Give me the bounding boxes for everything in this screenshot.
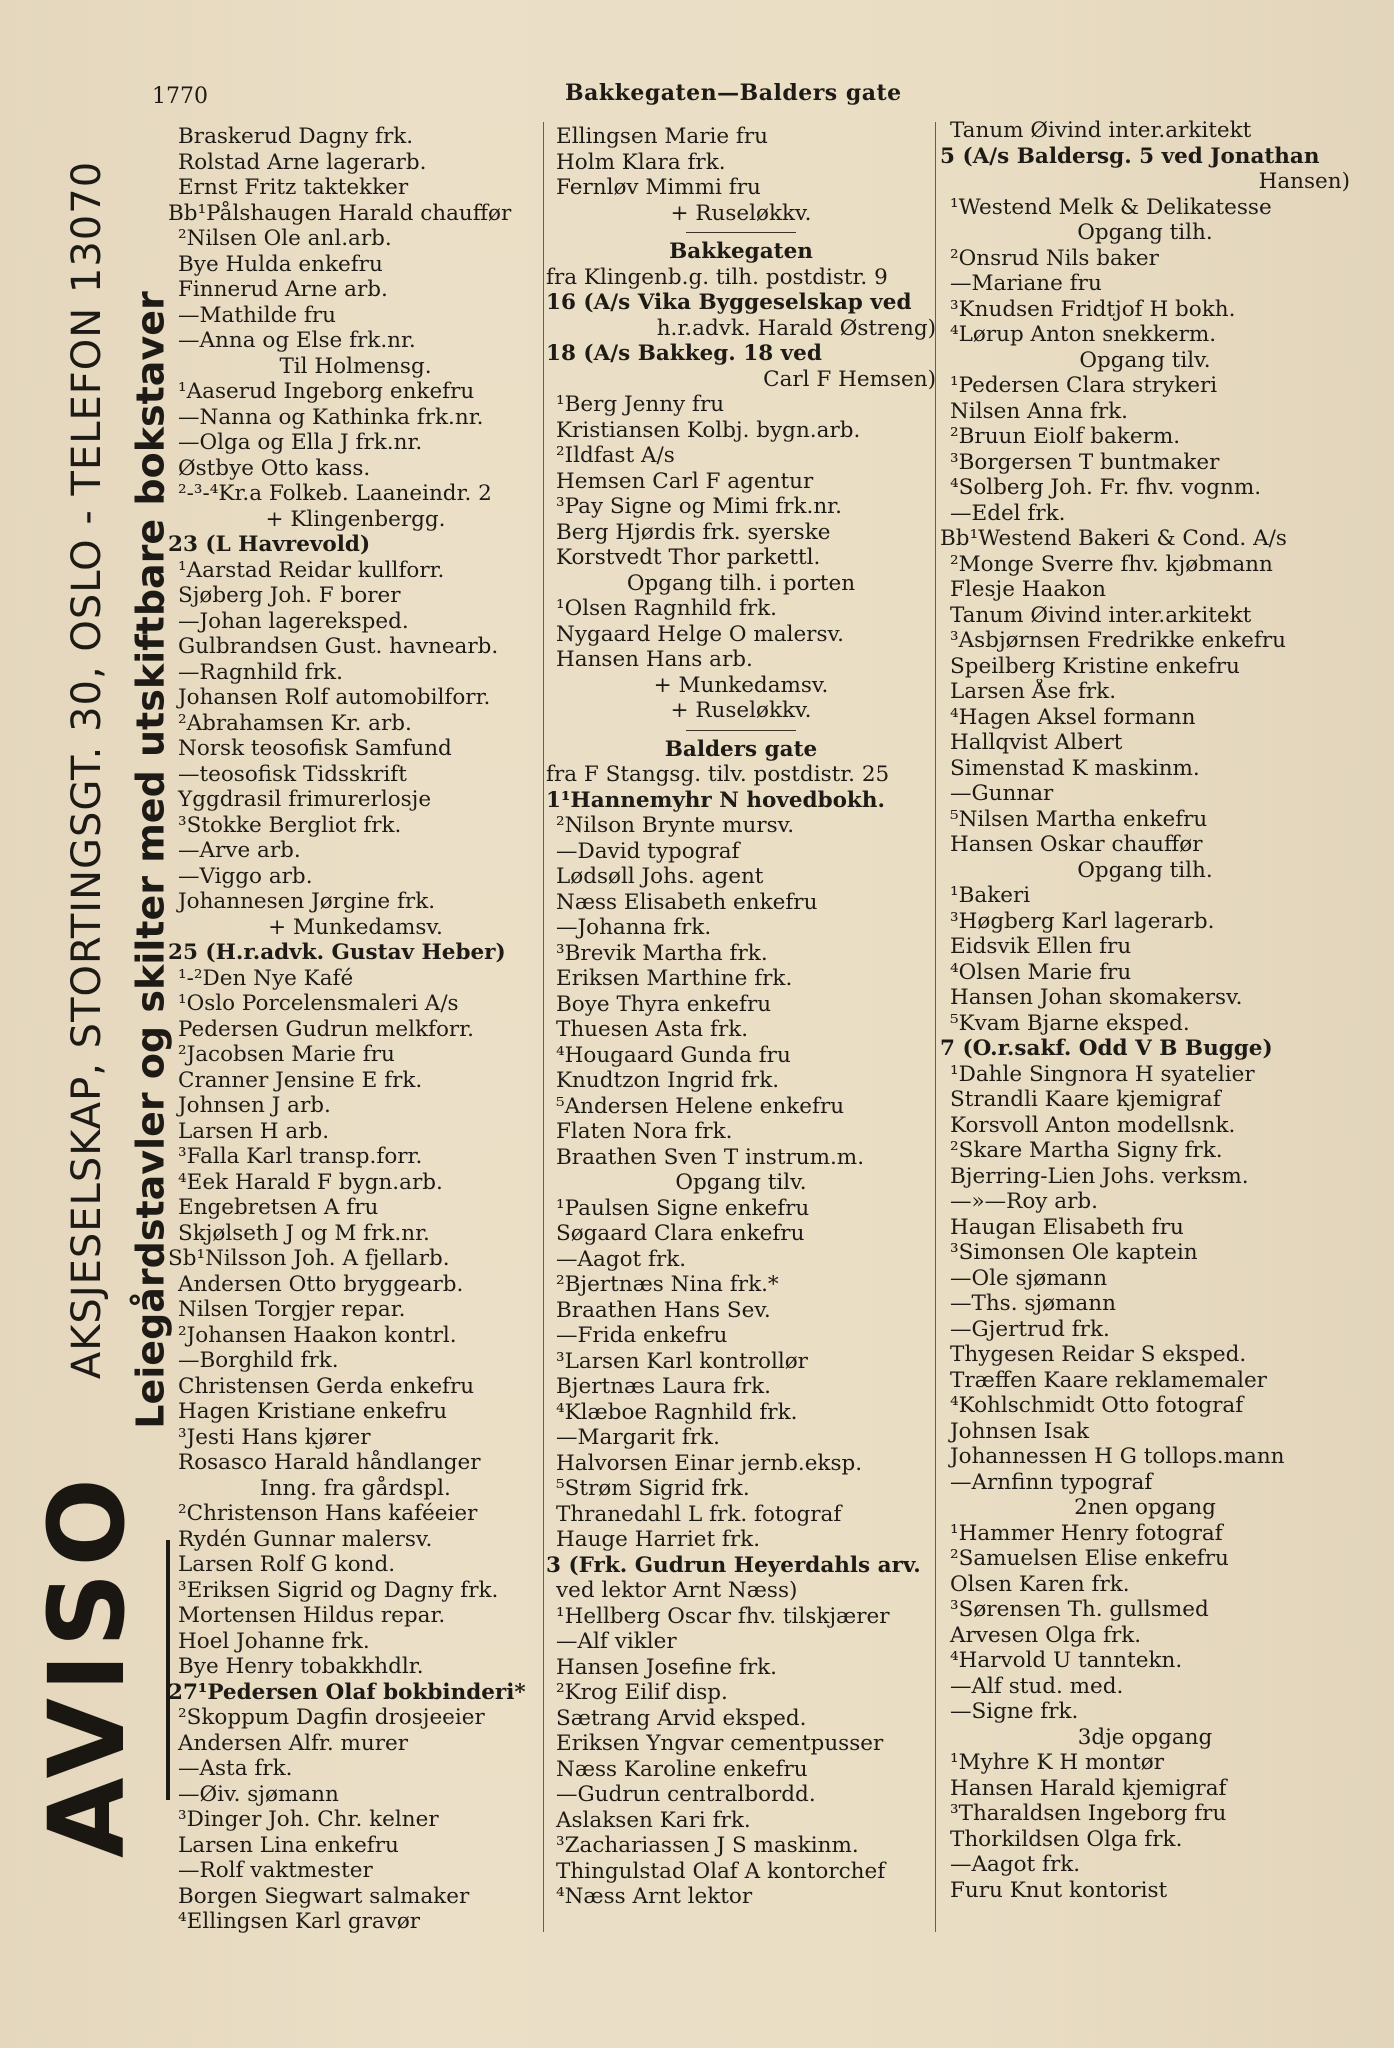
directory-entry: ²Samuelsen Elise enkefru [950, 1546, 1229, 1571]
directory-entry: Sb¹Nilsson Joh. A fjellarb. [168, 1246, 450, 1271]
directory-entry: Tanum Øivind inter.arkitekt [950, 602, 1252, 628]
directory-entry: ⁵Nilsen Martha enkefru [950, 806, 1208, 832]
directory-entry: Strandli Kaare kjemigraf [950, 1087, 1221, 1112]
directory-entry: Hansen Harald kjemigraf [950, 1775, 1227, 1801]
directory-entry: —David typograf [556, 838, 740, 864]
directory-entry: Opgang tilh. [1077, 220, 1213, 245]
directory-entry: ¹Aarstad Reidar kullforr. [178, 557, 445, 583]
directory-entry: Fernløv Mimmi fru [556, 175, 761, 200]
directory-entry: Tanum Øivind inter.arkitekt [950, 118, 1252, 143]
directory-entry: Sjøberg Joh. F borer [178, 583, 401, 608]
directory-entry: —»—Roy arb. [950, 1189, 1098, 1214]
directory-entry: —Olga og Ella J frk.nr. [178, 430, 423, 455]
directory-entry: ³Falla Karl transp.forr. [178, 1144, 423, 1169]
directory-entry: ¹Westend Melk & Delikatesse [950, 194, 1272, 220]
directory-entry: ²Bruun Eiolf bakerm. [950, 424, 1181, 449]
directory-entry: ³Zachariassen J S maskinm. [556, 1833, 859, 1858]
directory-entry: ¹Olsen Ragnhild frk. [556, 596, 777, 621]
directory-entry: Eriksen Yngvar cementpusser [556, 1731, 884, 1756]
directory-entry: Opgang tilv. [1079, 347, 1211, 373]
directory-entry: Engebretsen A fru [178, 1195, 379, 1220]
directory-entry: 3 (Frk. Gudrun Heyerdahls arv. [546, 1552, 921, 1578]
directory-entry: ³Brevik Martha frk. [556, 940, 768, 966]
directory-entry: Arvesen Olga frk. [950, 1622, 1142, 1648]
directory-entry: 25 (H.r.advk. Gustav Heber) [168, 940, 506, 965]
directory-entry: Thranedahl L frk. fotograf [556, 1501, 842, 1527]
section-rule [686, 730, 796, 731]
directory-entry: Borgen Siegwart salmaker [178, 1883, 470, 1909]
directory-entry: ¹Hammer Henry fotograf [950, 1520, 1223, 1546]
directory-entry: —Margarit frk. [556, 1425, 720, 1450]
street-heading: Bakkegaten [669, 239, 813, 264]
directory-entry: ³Eriksen Sigrid og Dagny frk. [178, 1577, 499, 1603]
directory-entry: ³Pay Signe og Mimi frk.nr. [556, 494, 842, 519]
side-advertisement [26, 160, 174, 1858]
directory-entry: ²-³-⁴Kr.a Folkeb. Laaneindr. 2 [178, 481, 492, 506]
directory-entry: ²Jacobsen Marie fru [178, 1042, 395, 1067]
ad-address-line: AKSJESELSKAP, STORTINGSGT. 30, OSLO - TELEFON 13070 [64, 160, 110, 1380]
directory-entry: ⁵Kvam Bjarne eksped. [950, 1010, 1190, 1036]
directory-entry: —teosofisk Tidsskrift [178, 761, 407, 787]
directory-entry: ¹Myhre K H montør [950, 1750, 1164, 1775]
directory-entry: ¹Berg Jenny fru [556, 392, 725, 417]
directory-entry: ³Asbjørnsen Fredrikke enkefru [950, 628, 1286, 653]
directory-entry: ²Abrahamsen Kr. arb. [178, 710, 412, 736]
directory-entry: ⁴Hougaard Gunda fru [556, 1042, 791, 1068]
directory-entry: ¹Dahle Singnora H syatelier [950, 1061, 1255, 1087]
directory-entry: ³Høgberg Karl lagerarb. [950, 908, 1215, 934]
directory-entry: + Munkedamsv. [653, 672, 829, 698]
directory-entry: ⁴Eek Harald F bygn.arb. [178, 1169, 443, 1195]
directory-entry: Finnerud Arne arb. [178, 277, 388, 302]
directory-entry: Knudtzon Ingrid frk. [556, 1068, 780, 1093]
directory-entry: Bb¹Westend Bakeri & Cond. A/s [940, 526, 1287, 551]
directory-entry: Eriksen Marthine frk. [556, 966, 793, 991]
directory-entry: ⁴Solberg Joh. Fr. fhv. vognm. [950, 475, 1262, 500]
directory-entry: Hansen Oskar chauffør [950, 832, 1203, 857]
directory-entry: Gulbrandsen Gust. havnearb. [178, 634, 499, 659]
directory-entry: ⁵Strøm Sigrid frk. [556, 1476, 750, 1501]
directory-entry: —Viggo arb. [178, 863, 313, 889]
directory-entry: Rolstad Arne lagerarb. [178, 149, 427, 175]
directory-entry: Johnsen Isak [950, 1418, 1090, 1444]
directory-entry: Flaten Nora frk. [556, 1119, 733, 1144]
directory-entry: ¹-²Den Nye Kafé [178, 965, 354, 991]
directory-entry: —Asta frk. [178, 1756, 293, 1781]
directory-entry: —Ole sjømann [950, 1265, 1108, 1291]
directory-entry: Rosasco Harald håndlanger [178, 1450, 481, 1475]
directory-entry: Berg Hjørdis frk. syerske [556, 519, 831, 545]
directory-entry: ²Ildfast A/s [556, 443, 675, 468]
directory-entry: Boye Thyra enkefru [556, 991, 772, 1017]
directory-entry: ¹Aaserud Ingeborg enkefru [178, 379, 475, 404]
column-right [940, 118, 1350, 1903]
directory-entry: ⁵Andersen Helene enkefru [556, 1093, 845, 1119]
running-title: Bakkegaten—Balders gate [565, 80, 902, 106]
directory-entry: —Ths. sjømann [950, 1291, 1116, 1316]
directory-entry: Haugan Elisabeth fru [950, 1214, 1184, 1240]
directory-entry: Hansen Josefine frk. [556, 1654, 778, 1680]
directory-entry: Thorkildsen Olga frk. [950, 1826, 1183, 1852]
directory-entry: —Johanna frk. [556, 915, 712, 940]
directory-entry: ²Onsrud Nils baker [950, 245, 1159, 271]
directory-entry: Opgang tilh. i porten [626, 570, 856, 596]
directory-entry: Inng. fra gårdspl. [260, 1475, 451, 1501]
directory-entry: Yggdrasil frimurerlosje [178, 787, 432, 812]
directory-entry: Til Holmensg. [279, 353, 432, 379]
directory-entry: Nilsen Anna frk. [950, 398, 1128, 424]
directory-entry: Opgang tilv. [675, 1170, 807, 1195]
directory-entry: 5 (A/s Baldersg. 5 ved Jonathan [940, 143, 1320, 169]
directory-entry: Larsen Åse frk. [950, 679, 1117, 704]
directory-entry: Bjertnæs Laura frk. [556, 1374, 771, 1399]
directory-entry: ⁴Ellingsen Karl gravør [178, 1909, 421, 1934]
directory-entry: 18 (A/s Bakkeg. 18 ved [546, 341, 822, 366]
directory-entry: —Arnfinn typograf [950, 1469, 1153, 1495]
directory-entry: Christensen Gerda enkefru [178, 1373, 475, 1399]
directory-entry: Hansen Johan skomakersv. [950, 985, 1243, 1010]
directory-entry: ²Bjertnæs Nina frk.* [556, 1272, 779, 1297]
directory-entry: + Ruseløkkv. [670, 698, 812, 723]
directory-entry: —Alf stud. med. [950, 1673, 1124, 1699]
directory-entry: ¹Bakeri [950, 883, 1031, 908]
directory-entry: ⁴Klæboe Ragnhild frk. [556, 1399, 798, 1425]
directory-entry: —Alf vikler [556, 1629, 677, 1654]
directory-entry: ²Monge Sverre fhv. kjøbmann [950, 551, 1273, 577]
directory-entry: Hansen) [1258, 169, 1350, 194]
directory-entry: Sætrang Arvid eksped. [556, 1705, 807, 1731]
directory-entry: Johnsen J arb. [178, 1093, 331, 1118]
directory-entry: h.r.advk. Harald Østreng) [656, 315, 936, 341]
directory-entry: ³Tharaldsen Ingeborg fru [950, 1801, 1227, 1826]
directory-entry: —Rolf vaktmester [178, 1858, 373, 1883]
directory-entry: —Øiv. sjømann [178, 1781, 339, 1807]
directory-entry: Hoel Johanne frk. [178, 1628, 370, 1654]
directory-entry: Braskerud Dagny frk. [178, 124, 414, 149]
directory-entry: ²Krog Eilif disp. [556, 1680, 728, 1705]
directory-entry: ⁴Kohlschmidt Otto fotograf [950, 1393, 1244, 1418]
directory-entry: ³Simonsen Ole kaptein [950, 1240, 1198, 1265]
directory-entry: Korstvedt Thor parkettl. [556, 545, 821, 570]
directory-entry: Østbye Otto kass. [178, 455, 371, 481]
directory-entry: ³Dinger Joh. Chr. kelner [178, 1807, 439, 1832]
directory-entry: Bye Hulda enkefru [178, 251, 383, 277]
directory-entry: Rydén Gunnar malersv. [178, 1526, 433, 1552]
directory-entry: 27¹Pedersen Olaf bokbinderi* [168, 1679, 526, 1705]
directory-entry: Næss Elisabeth enkefru [556, 889, 818, 915]
directory-entry: —Anna og Else frk.nr. [178, 328, 416, 353]
directory-entry: Bye Henry tobakkhdlr. [178, 1654, 424, 1679]
directory-entry: Larsen Rolf G kond. [178, 1552, 396, 1577]
directory-entry: ved lektor Arnt Næss) [556, 1578, 798, 1603]
directory-entry: —Nanna og Kathinka frk.nr. [178, 404, 484, 430]
directory-entry: ²Nilsen Ole anl.arb. [178, 226, 392, 251]
directory-entry: ²Skare Martha Signy frk. [950, 1138, 1223, 1163]
directory-entry: ³Jesti Hans kjører [178, 1424, 371, 1450]
directory-entry: Norsk teosofisk Samfund [178, 736, 452, 761]
directory-entry: + Klingenbergg. [265, 506, 446, 532]
directory-entry: 23 (L Havrevold) [168, 532, 371, 557]
directory-entry: ⁴Olsen Marie fru [950, 959, 1132, 985]
street-heading: Balders gate [664, 736, 818, 762]
directory-entry: —Ragnhild frk. [178, 659, 343, 685]
directory-entry: —Edel frk. [950, 500, 1066, 526]
directory-entry: Hallqvist Albert [950, 730, 1123, 755]
column-middle [546, 124, 936, 1910]
directory-entry: ¹Hellberg Oscar fhv. tilskjærer [556, 1603, 890, 1629]
directory-entry: Hansen Hans arb. [556, 647, 753, 672]
directory-entry: Braathen Hans Sev. [556, 1297, 771, 1323]
directory-entry: Søgaard Clara enkefru [556, 1221, 805, 1246]
directory-entry: Aslaksen Kari frk. [556, 1807, 751, 1833]
directory-entry: Hauge Harriet frk. [556, 1527, 761, 1552]
directory-entry: Thingulstad Olaf A kontorchef [556, 1858, 886, 1884]
directory-entry: —Borghild frk. [178, 1348, 339, 1373]
directory-entry: Thuesen Asta frk. [556, 1017, 749, 1042]
directory-entry: Skjølseth J og M frk.nr. [178, 1220, 430, 1246]
directory-entry: —Signe frk. [950, 1699, 1079, 1724]
directory-entry: ²Nilson Brynte mursv. [556, 813, 795, 838]
directory-entry: —Gudrun centralbordd. [556, 1782, 816, 1807]
directory-entry: ³Sørensen Th. gullsmed [950, 1597, 1209, 1622]
directory-entry: Hemsen Carl F agentur [556, 468, 814, 494]
directory-entry: Johansen Rolf automobilforr. [178, 685, 491, 710]
directory-entry: ⁴Hagen Aksel formann [950, 704, 1196, 730]
directory-entry: Johannesen Jørgine frk. [178, 889, 436, 914]
directory-entry: ¹Paulsen Signe enkefru [556, 1195, 810, 1221]
directory-entry: Halvorsen Einar jernb.eksp. [556, 1450, 863, 1476]
directory-entry: fra Klingenb.g. tilh. postdistr. 9 [546, 264, 888, 290]
directory-entry: ⁴Næss Arnt lektor [556, 1884, 753, 1909]
directory-entry: ¹Pedersen Clara strykeri [950, 373, 1218, 398]
column-left [168, 124, 543, 1935]
directory-entry: —Frida enkefru [556, 1323, 728, 1348]
directory-entry: ⁴Lørup Anton snekkerm. [950, 322, 1217, 347]
directory-entry: ⁴Harvold U tanntekn. [950, 1648, 1183, 1673]
directory-entry: ³Larsen Karl kontrollør [556, 1348, 808, 1374]
directory-entry: 7 (O.r.sakf. Odd V B Bugge) [940, 1036, 1273, 1061]
directory-entry: Nilsen Torgjer repar. [178, 1297, 406, 1322]
directory-entry: —Mariane fru [950, 271, 1102, 296]
directory-entry: Andersen Alfr. murer [178, 1730, 409, 1756]
directory-entry: 1¹Hannemyhr N hovedbokh. [546, 787, 885, 813]
column-divider-1 [543, 122, 544, 1932]
directory-entry: Træffen Kaare reklamemaler [950, 1367, 1267, 1393]
directory-entry: Larsen H arb. [178, 1118, 330, 1144]
directory-entry: Eidsvik Ellen fru [950, 934, 1132, 959]
directory-entry: Bb¹Pålshaugen Harald chauffør [168, 200, 512, 226]
directory-entry: ²Johansen Haakon kontrl. [178, 1322, 457, 1348]
directory-entry: Ellingsen Marie fru [556, 124, 768, 149]
directory-entry: Speilberg Kristine enkefru [950, 653, 1240, 679]
directory-entry: —Aagot frk. [950, 1852, 1081, 1877]
directory-entry: Nygaard Helge O malersv. [556, 621, 844, 647]
directory-entry: Furu Knut kontorist [950, 1877, 1168, 1903]
directory-entry: ²Christenson Hans kaféeier [178, 1501, 478, 1526]
directory-entry: —Mathilde fru [178, 302, 336, 328]
directory-entry: Braathen Sven T instrum.m. [556, 1144, 865, 1170]
directory-entry: Flesje Haakon [950, 577, 1106, 602]
directory-entry: ³Stokke Bergliot frk. [178, 812, 402, 838]
directory-entry: —Gjertrud frk. [950, 1316, 1110, 1342]
directory-entry: Bjerring-Lien Johs. verksm. [950, 1163, 1249, 1189]
directory-entry: —Johan lagereksped. [178, 608, 409, 634]
directory-entry: —Aagot frk. [556, 1246, 687, 1272]
directory-entry: ³Knudsen Fridtjof H bokh. [950, 296, 1236, 322]
directory-entry: Olsen Karen frk. [950, 1571, 1130, 1597]
directory-entry: ³Borgersen T buntmaker [950, 449, 1220, 475]
directory-entry: fra F Stangsg. tilv. postdistr. 25 [546, 762, 890, 787]
ad-slogan-line: Leiegårdstavler og skilter med utskiftbare bokstaver [129, 291, 174, 1429]
directory-entry: 2nen opgang [1074, 1495, 1216, 1520]
page-number: 1770 [152, 84, 208, 109]
directory-entry: 16 (A/s Vika Byggeselskap ved [546, 290, 912, 315]
directory-entry: Næss Karoline enkefru [556, 1756, 808, 1782]
directory-entry: Johannessen H G tollops.mann [950, 1444, 1285, 1469]
directory-entry: Holm Klara frk. [556, 149, 726, 175]
directory-entry: Cranner Jensine E frk. [178, 1067, 423, 1093]
directory-entry: Mortensen Hildus repar. [178, 1603, 446, 1628]
directory-entry: ²Skoppum Dagfin drosjeeier [178, 1705, 485, 1730]
directory-entry: —Arve arb. [178, 838, 301, 863]
directory-entry: + Munkedamsv. [268, 914, 443, 940]
directory-entry: Andersen Otto bryggearb. [178, 1271, 464, 1297]
directory-entry: Carl F Hemsen) [763, 366, 936, 392]
directory-entry: Lødsøll Johs. agent [556, 864, 764, 889]
directory-entry: ¹Oslo Porcelensmaleri A/s [178, 991, 459, 1016]
directory-entry: Hagen Kristiane enkefru [178, 1399, 448, 1424]
directory-entry: Kristiansen Kolbj. bygn.arb. [556, 417, 861, 443]
directory-entry: —Gunnar [950, 781, 1054, 806]
section-rule [686, 232, 796, 233]
ad-brand-logo: AVISO [26, 1472, 148, 1858]
directory-entry: Thygesen Reidar S eksped. [950, 1342, 1247, 1367]
directory-entry: Simenstad K maskinm. [950, 755, 1200, 781]
directory-entry: Pedersen Gudrun melkforr. [178, 1016, 474, 1042]
directory-entry: Korsvoll Anton modellsnk. [950, 1112, 1236, 1138]
directory-entry: Ernst Fritz taktekker [178, 175, 409, 200]
directory-entry: 3dje opgang [1077, 1724, 1213, 1750]
directory-entry: Opgang tilh. [1077, 857, 1213, 883]
directory-entry: Larsen Lina enkefru [178, 1832, 399, 1858]
directory-entry: + Ruseløkkv. [670, 200, 812, 226]
